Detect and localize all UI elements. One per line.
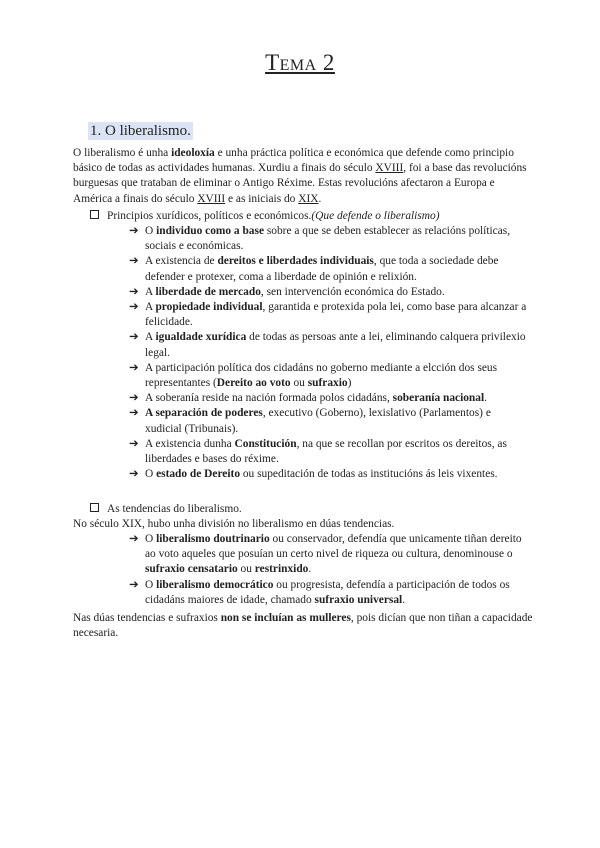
arrow-right-icon: ➔ (129, 407, 139, 420)
text-run: . (318, 192, 322, 205)
underlined-term: XVIII (375, 162, 404, 175)
arrow-right-icon: ➔ (129, 331, 139, 344)
text-run: , foi a base das revolucións burguesas que trataban de eliminar o Antigo Réxime. Estas revolucións afectaron a Europa e América a finais do século (73, 162, 527, 205)
arrow-right-icon: ➔ (129, 578, 139, 591)
list-item: ➔ A propiedade individual, garantida e protexida pola lei, como base para alcanzar a felicidade. (129, 301, 527, 329)
arrow-right-icon: ➔ (129, 392, 139, 405)
list-item: ➔ A existencia de dereitos e liberdades individuais, que toda a sociedade debe defender e protexer, coma a liberdade de opinión e relixión. (129, 255, 499, 283)
list-item: ➔ O estado de Dereito ou supeditación de todas as institucións ás leis vixentes. (129, 467, 529, 482)
bullet-principles (90, 209, 440, 224)
arrow-right-icon: ➔ (129, 225, 139, 237)
list-item: ➔ O liberalismo democrático ou progresista, defendía a participación de todos os cidadáns maiores de idade, chamado sufraxio universal. (129, 578, 510, 606)
tendencies-list (129, 532, 529, 608)
arrow-right-icon: ➔ (129, 255, 139, 268)
section-heading (88, 123, 193, 140)
principles-list (129, 224, 529, 482)
intro-paragraph (73, 146, 533, 207)
checkbox-bullet-icon (90, 210, 99, 219)
page-title: Tema 2 (265, 50, 335, 75)
list-item: ➔ A separación de poderes, executivo (Goberno), lexislativo (Parlamentos) e xudicial (Tribunais). (129, 407, 491, 435)
text-run: e as iniciais do (225, 192, 299, 205)
list-item: ➔ A soberanía reside na nación formada polos cidadáns, soberanía nacional. (129, 391, 529, 406)
section-heading-text: 1. O liberalismo. (90, 123, 191, 139)
arrow-right-icon: ➔ (129, 533, 139, 545)
checkbox-bullet-icon (90, 503, 99, 512)
list-item: ➔ A participación política dos cidadáns no goberno mediante a elcción dos seus representantes (Dereito ao voto ou sufraxio) (129, 361, 498, 390)
list-item: ➔ O liberalismo doutrinario ou conservador, defendía que unicamente tiñan dereito ao voto aqueles que posuían un certo nivel de riqueza ou cultura, denominouse o sufraxio censatario ou restrinxido. (129, 533, 522, 576)
text-run: e unha práctica política e económica que defende como principio básico de todas as actividades humanas. Xurdiu a finais do século (73, 147, 514, 175)
bullet-label: Principios xurídicos, políticos e económicos. (107, 210, 312, 222)
closing-paragraph: Nas dúas tendencias e sufraxios non se incluían as mulleres, pois dicían que non tiñan a capacidade necesaria. (73, 612, 533, 640)
arrow-right-icon: ➔ (129, 437, 139, 450)
bullet-note: (Que defende o liberalismo) (311, 210, 440, 222)
arrow-right-icon: ➔ (129, 468, 139, 481)
arrow-right-icon: ➔ (129, 301, 139, 314)
list-item: ➔ O individuo como a base sobre a que se deben establecer as relacións políticas, sociais e económicas. (129, 225, 511, 253)
list-item: ➔ A existencia dunha Constitución, na que se recollan por escritos os dereitos, as liberdades e bases do réxime. (129, 437, 507, 466)
bullet-label: As tendencias do liberalismo. (107, 503, 242, 515)
bullet-tendencies (90, 502, 242, 517)
text-run: O liberalismo é unha (73, 147, 172, 159)
list-item: ➔ A liberdade de mercado, sen intervención económica do Estado. (129, 285, 529, 300)
underlined-term: XVIII (197, 192, 226, 205)
arrow-right-icon: ➔ (129, 285, 139, 298)
tendencies-intro: No século XIX, hubo unha división no liberalismo en dúas tendencias. (73, 518, 395, 530)
bold-term: ideoloxía (171, 147, 215, 159)
list-item: ➔ A igualdade xurídica de todas as persoas ante a lei, eliminando calquera privilexio legal. (129, 331, 526, 359)
arrow-right-icon: ➔ (129, 361, 139, 374)
underlined-term: XIX (298, 192, 319, 205)
